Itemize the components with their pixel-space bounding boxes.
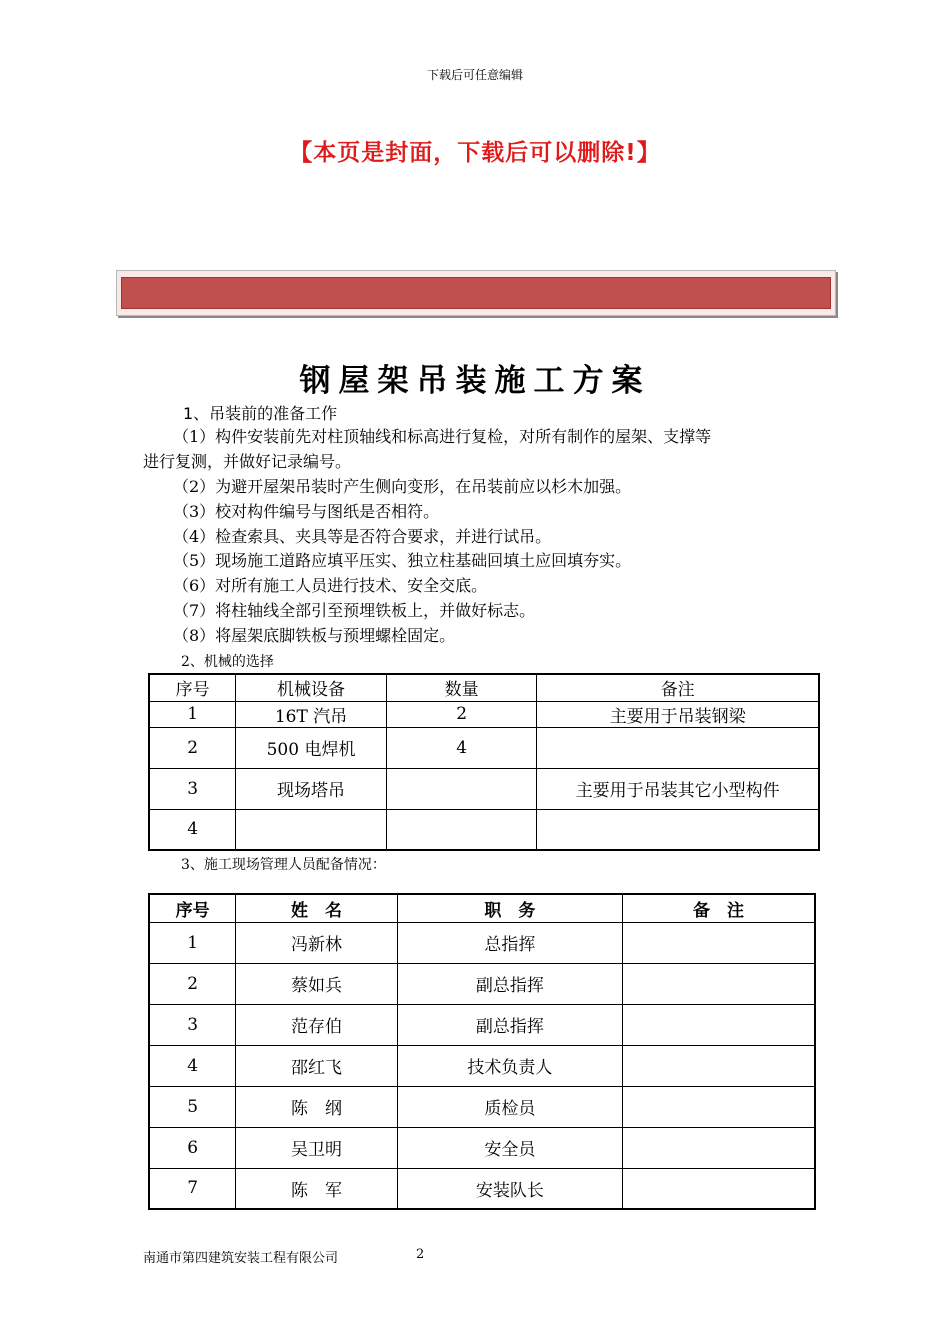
prep-item-1: （1）构件安装前先对柱顶轴线和标高进行复检，对所有制作的屋架、支撑等	[173, 427, 712, 446]
table-cell: 陈 军	[236, 1168, 398, 1209]
prep-item-6: （6）对所有施工人员进行技术、安全交底。	[173, 576, 488, 595]
header-cell: 备 注	[623, 894, 815, 922]
table-row	[149, 922, 815, 963]
table-row	[149, 1086, 815, 1127]
table-cell	[537, 727, 819, 768]
prep-item-2: （2）为避开屋架吊装时产生侧向变形，在吊装前应以杉木加强。	[173, 477, 632, 496]
prep-item-8: （8）将屋架底脚铁板与预埋螺栓固定。	[173, 626, 456, 645]
table-cell	[386, 809, 537, 850]
table-cell: 主要用于吊装钢梁	[537, 701, 819, 727]
table-cell: 3	[149, 1004, 236, 1045]
table-cell: 1	[149, 701, 236, 727]
table-cell	[537, 809, 819, 850]
table-cell: 4	[386, 727, 537, 768]
table-cell: 2	[386, 701, 537, 727]
table-cell: 现场塔吊	[236, 768, 387, 809]
table-cell: 安全员	[397, 1127, 622, 1168]
table-cell	[386, 768, 537, 809]
table-header-row	[149, 894, 815, 922]
footer-company: 南通市第四建筑安装工程有限公司	[143, 1251, 339, 1266]
table-cell: 3	[149, 768, 236, 809]
table-cell	[623, 1086, 815, 1127]
header-cell: 姓 名	[236, 894, 398, 922]
table-cell: 冯新林	[236, 922, 398, 963]
table-cell	[623, 1004, 815, 1045]
table-cell: 吴卫明	[236, 1127, 398, 1168]
table-cell: 4	[149, 809, 236, 850]
table-cell	[623, 922, 815, 963]
table-cell: 技术负责人	[397, 1045, 622, 1086]
header-cell: 机械设备	[236, 674, 387, 701]
header-cell: 序号	[149, 674, 236, 701]
table-cell: 500 电焊机	[236, 727, 387, 768]
prep-item-7: （7）将柱轴线全部引至预埋铁板上，并做好标志。	[173, 601, 536, 620]
section-1-heading: 1、吊装前的准备工作	[183, 404, 338, 423]
header-cell: 序号	[149, 894, 236, 922]
table-row	[149, 1168, 815, 1209]
prep-item-3: （3）校对构件编号与图纸是否相符。	[173, 502, 440, 521]
table-cell	[623, 963, 815, 1004]
cover-note: 【本页是封面，下载后可以删除!】	[289, 140, 661, 166]
table-cell: 1	[149, 922, 236, 963]
header-note: 下载后可任意编辑	[426, 68, 523, 82]
table-cell: 4	[149, 1045, 236, 1086]
prep-item-1-cont: 进行复测，并做好记录编号。	[143, 452, 352, 471]
prep-item-4: （4）检查索具、夹具等是否符合要求，并进行试吊。	[173, 527, 552, 546]
table-cell	[623, 1127, 815, 1168]
table-cell: 5	[149, 1086, 236, 1127]
page-number: 2	[416, 1247, 425, 1262]
table-cell: 范存伯	[236, 1004, 398, 1045]
table-cell: 副总指挥	[397, 1004, 622, 1045]
table-cell: 陈 纲	[236, 1086, 398, 1127]
table-cell: 16T 汽吊	[236, 701, 387, 727]
table-row	[149, 727, 819, 768]
machinery-table	[148, 673, 820, 851]
header-cell: 职 务	[397, 894, 622, 922]
table-header-row	[149, 674, 819, 701]
section-2-heading: 2、机械的选择	[181, 654, 274, 670]
table-cell: 质检员	[397, 1086, 622, 1127]
table-cell: 安装队长	[397, 1168, 622, 1209]
table-cell: 副总指挥	[397, 963, 622, 1004]
decorative-banner	[116, 270, 836, 316]
table-row	[149, 1004, 815, 1045]
table-cell	[623, 1045, 815, 1086]
table-row	[149, 809, 819, 850]
header-cell: 备注	[537, 674, 819, 701]
table-cell	[623, 1168, 815, 1209]
header-cell: 数量	[386, 674, 537, 701]
staff-table	[148, 893, 816, 1210]
table-row	[149, 768, 819, 809]
document-title: 钢屋架吊装施工方案	[299, 363, 651, 399]
table-cell: 蔡如兵	[236, 963, 398, 1004]
table-row	[149, 1127, 815, 1168]
table-row	[149, 1045, 815, 1086]
banner-fill	[121, 277, 831, 309]
table-row	[149, 963, 815, 1004]
section-3-heading: 3、施工现场管理人员配备情况：	[181, 857, 386, 873]
table-cell: 2	[149, 963, 236, 1004]
prep-item-5: （5）现场施工道路应填平压实、独立柱基础回填土应回填夯实。	[173, 551, 632, 570]
table-cell: 6	[149, 1127, 236, 1168]
table-cell: 7	[149, 1168, 236, 1209]
table-row	[149, 701, 819, 727]
table-cell: 主要用于吊装其它小型构件	[537, 768, 819, 809]
table-cell: 总指挥	[397, 922, 622, 963]
table-cell	[236, 809, 387, 850]
table-cell: 2	[149, 727, 236, 768]
table-cell: 邵红飞	[236, 1045, 398, 1086]
